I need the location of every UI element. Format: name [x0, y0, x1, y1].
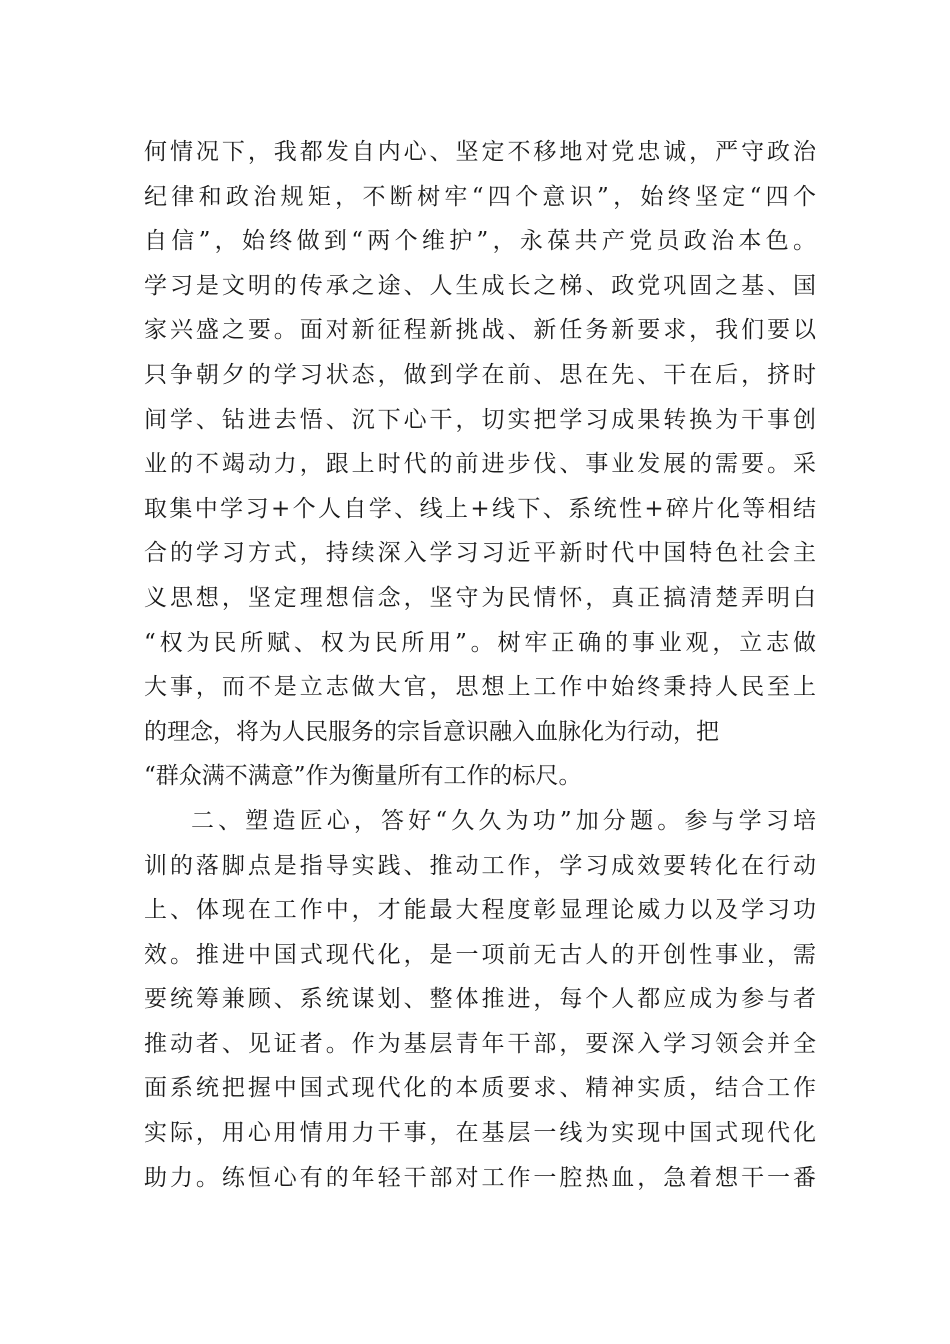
text-line: 取集中学习+个人自学、线上+线下、系统性+碎片化等相结	[144, 495, 816, 522]
body-text	[144, 130, 816, 1200]
text-line: 效。推进中国式现代化，是一项前无古人的开创性事业，需	[144, 941, 816, 968]
text-line: 业的不竭动力，跟上时代的前进步伐、事业发展的需要。采	[144, 451, 816, 478]
text-line: 训的落脚点是指导实践、推动工作，学习成效要转化在行动	[144, 852, 816, 879]
paragraph-end-line: “群众满不满意”作为衡量所有工作的标尺。	[144, 763, 582, 790]
text-line: 大事，而不是立志做大官，思想上工作中始终秉持人民至上	[144, 674, 816, 701]
text-line: 学习是文明的传承之途、人生成长之梯、政党巩固之基、国	[144, 272, 816, 299]
text-line: 要统筹兼顾、系统谋划、整体推进，每个人都应成为参与者	[144, 986, 816, 1013]
text-line: 实际，用心用情用力干事，在基层一线为实现中国式现代化	[144, 1120, 816, 1147]
text-line: “权为民所赋、权为民所用”。树牢正确的事业观，立志做	[144, 629, 816, 656]
text-line: 间学、钻进去悟、沉下心干，切实把学习成果转换为干事创	[144, 406, 816, 433]
text-line: 助力。练恒心有的年轻干部对工作一腔热血，急着想干一番	[144, 1164, 816, 1191]
text-line: 推动者、见证者。作为基层青年干部，要深入学习领会并全	[144, 1030, 816, 1057]
text-line: 家兴盛之要。面对新征程新挑战、新任务新要求，我们要以	[144, 317, 816, 344]
text-line: 面系统把握中国式现代化的本质要求、精神实质，结合工作	[144, 1075, 816, 1102]
text-line: 上、体现在工作中，才能最大程度彰显理论威力以及学习功	[144, 897, 816, 924]
section-heading-line: 二、塑造匠心，答好“久久为功”加分题。参与学习培	[191, 807, 816, 834]
text-line: 自信”，始终做到“两个维护”，永葆共产党员政治本色。	[144, 228, 816, 255]
text-line: 纪律和政治规矩，不断树牢“四个意识”，始终坚定“四个	[144, 183, 816, 210]
text-line: 的理念，将为人民服务的宗旨意识融入血脉化为行动，把	[144, 718, 719, 745]
text-line: 义思想，坚定理想信念，坚守为民情怀，真正搞清楚弄明白	[144, 584, 816, 611]
text-line: 何情况下，我都发自内心、坚定不移地对党忠诚，严守政治	[144, 139, 816, 165]
text-line: 合的学习方式，持续深入学习习近平新时代中国特色社会主	[144, 540, 816, 567]
text-line: 只争朝夕的学习状态，做到学在前、思在先、干在后，挤时	[144, 361, 816, 388]
